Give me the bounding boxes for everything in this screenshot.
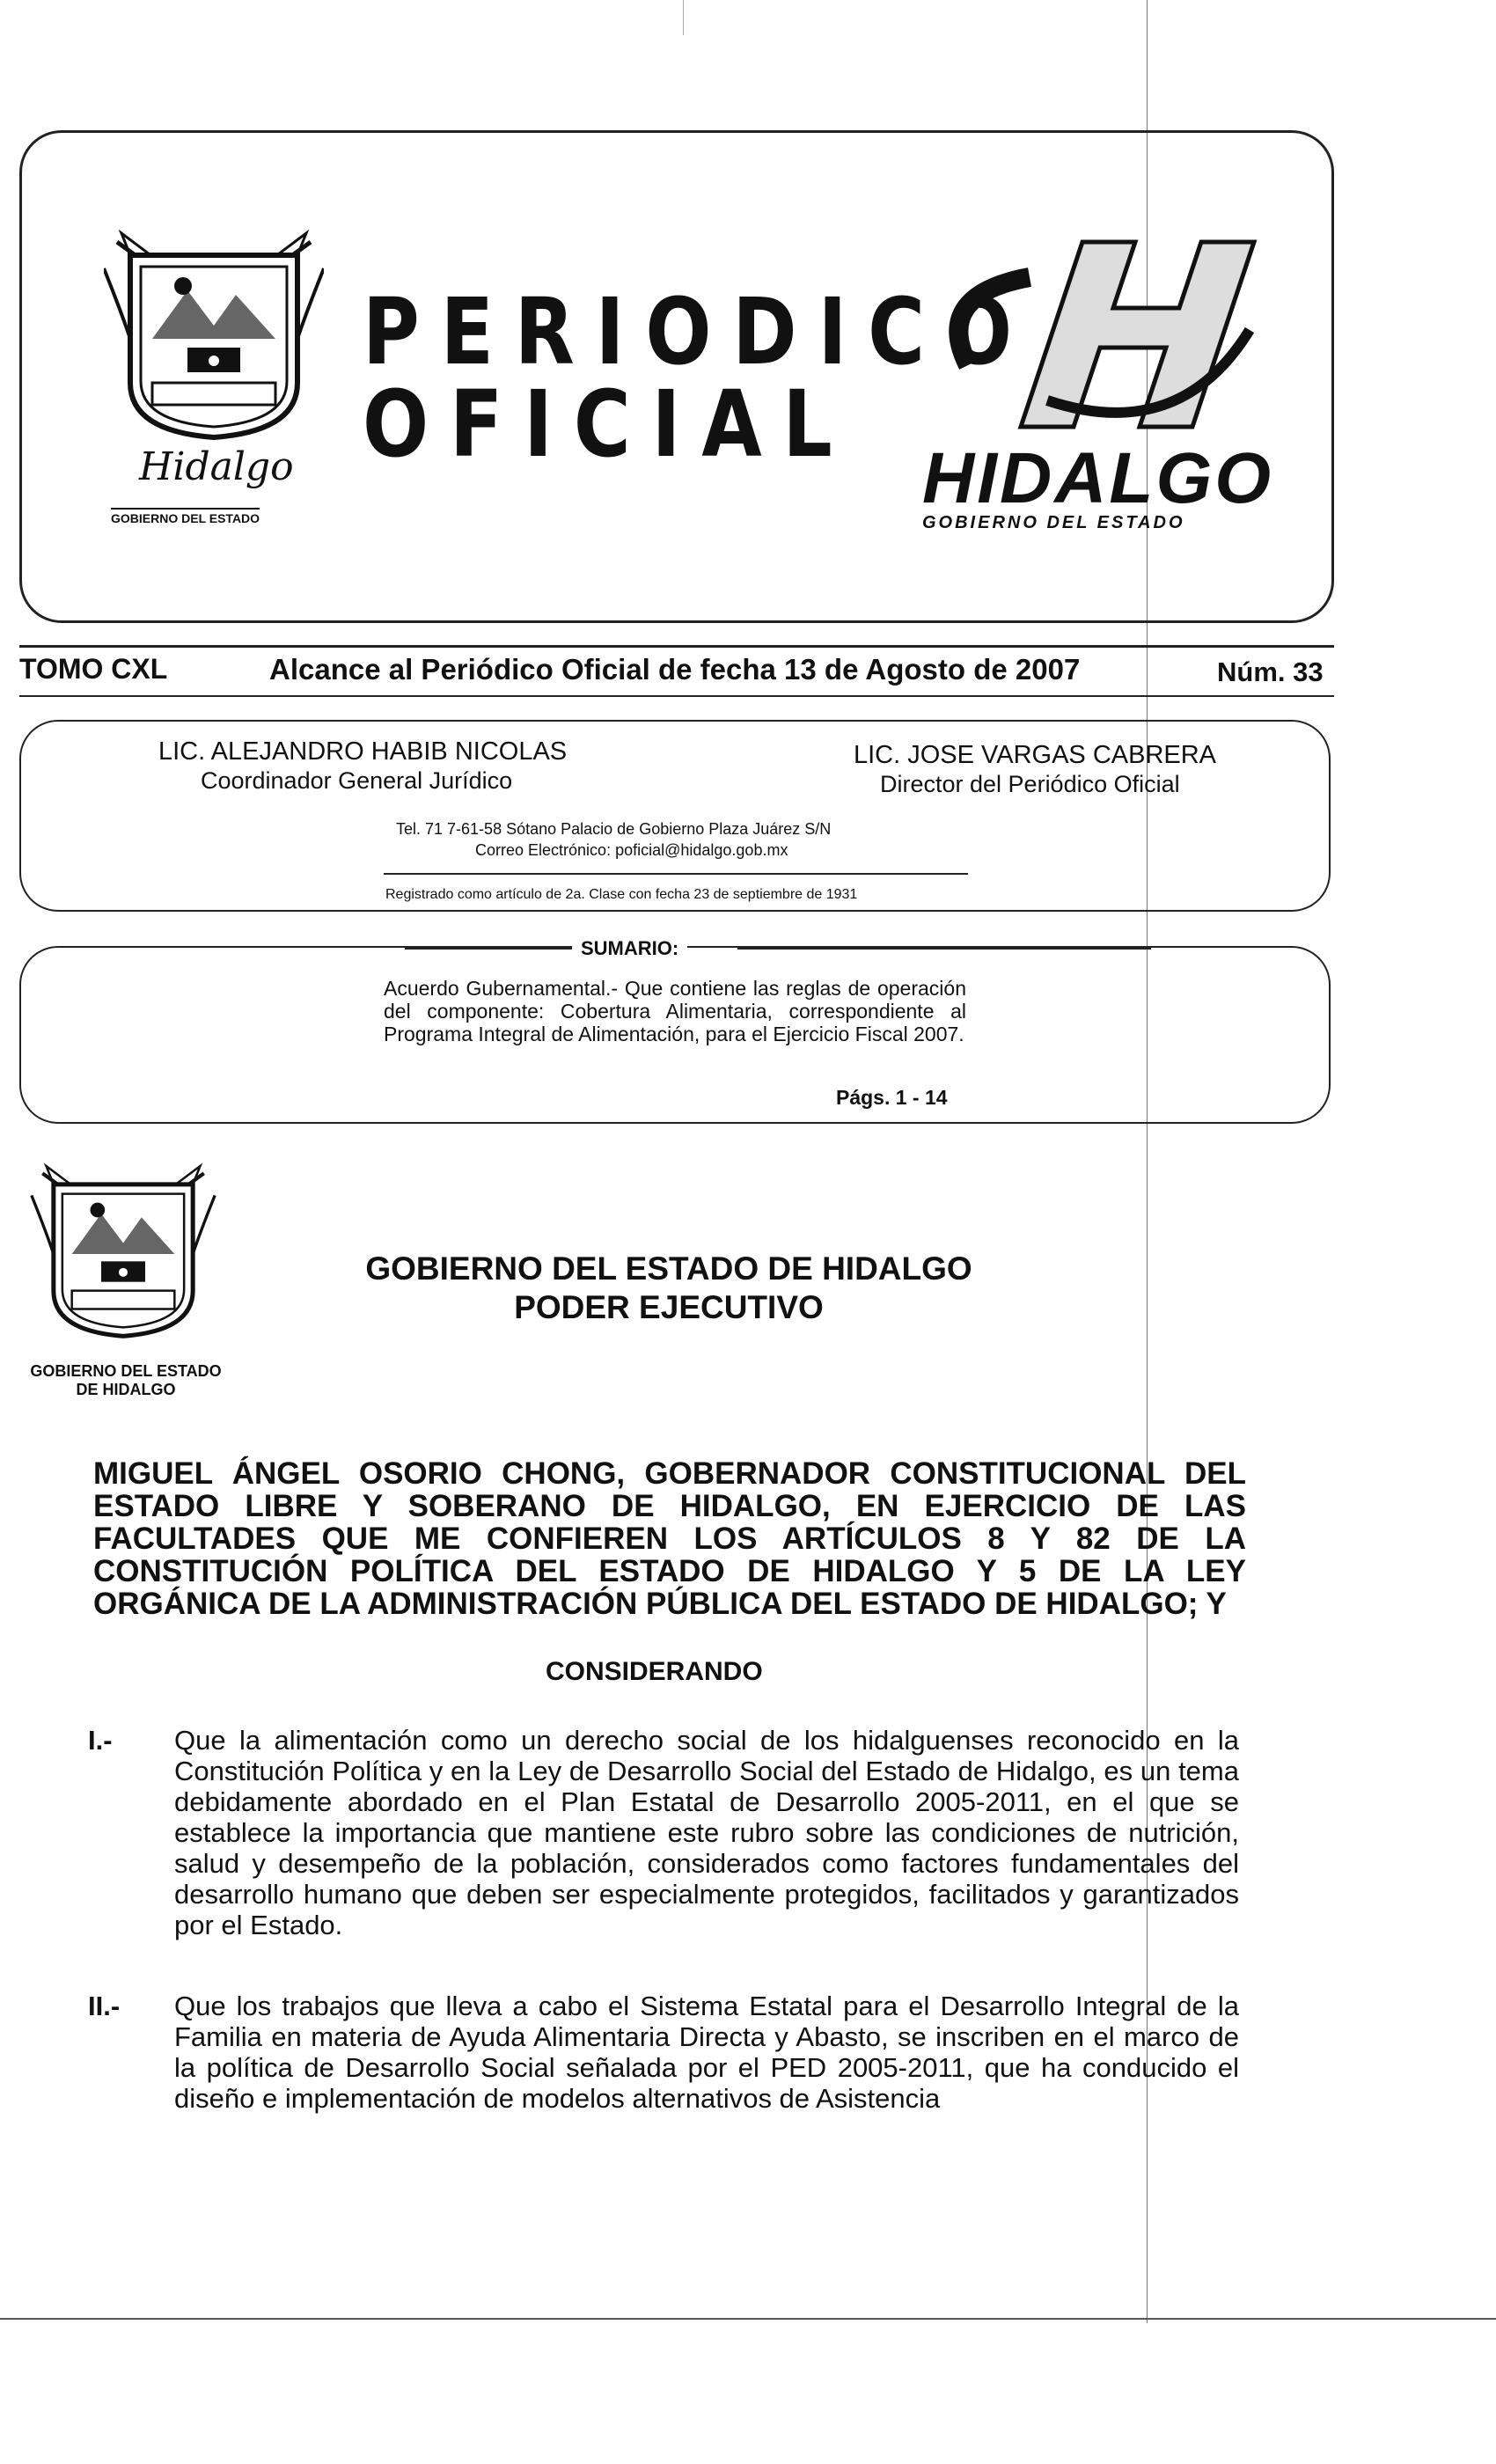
sumario-text: Acuerdo Gubernamental.- Que contiene las reglas de operación del componente: Cobertura Alimentaria, correspondiente al Programa Integral de Alimentación, para el Ejercicio Fiscal 2007. — [384, 977, 966, 1045]
item-number: I.- — [88, 1725, 113, 1756]
body-logo-caption-line1: GOBIERNO DEL ESTADO — [30, 1362, 222, 1380]
issue-bottom-rule — [19, 695, 1334, 697]
hidalgo-coat-of-arms-logo — [104, 207, 324, 524]
hidalgo-wordmark-caption: GOBIERNO DEL ESTADO — [922, 513, 1185, 532]
hidalgo-wordmark: HIDALGO — [922, 438, 1274, 518]
body-logo-caption — [7, 1362, 245, 1399]
logo-script-text: Hidalgo — [139, 444, 294, 489]
coat-of-arms-icon — [26, 1144, 220, 1364]
coat-of-arms-icon — [104, 207, 324, 471]
decree-preamble: MIGUEL ÁNGEL OSORIO CHONG, GOBERNADOR CONSTITUCIONAL DEL ESTADO LIBRE Y SOBERANO DE HIDALGO, EN EJERCICIO DE LAS FACULTADES QUE ME CONFIEREN LOS ARTÍCULOS 8 Y 82 DE LA CONSTITUCIÓN POLÍTICA DEL ESTADO DE HIDALGO Y 5 DE LA LEY ORGÁNICA DE LA ADMINISTRACIÓN PÚBLICA DEL ESTADO DE HIDALGO; Y — [93, 1456, 1246, 1621]
sumario-rule-left — [405, 948, 572, 950]
director-name: LIC. JOSE VARGAS CABRERA — [854, 741, 1217, 769]
registro-text: Registrado como artículo de 2a. Clase con fecha 23 de septiembre de 1931 — [385, 887, 858, 902]
considerando-heading: CONSIDERANDO — [546, 1657, 763, 1686]
government-heading — [343, 1250, 994, 1327]
heading-line1: GOBIERNO DEL ESTADO DE HIDALGO — [365, 1250, 972, 1287]
registro-top-rule — [384, 873, 968, 875]
periodico-title: PERIODICO — [363, 278, 1033, 385]
page-bottom-rule — [0, 2318, 1496, 2320]
sumario-rule-right — [737, 948, 1151, 950]
considerando-paragraph: Que la alimentación como un derecho social de los hidalguenses reconocido en la Constitución Política y en la Ley de Desarrollo Social del Estado de Hidalgo, es un tema debidamente abordado en el Plan Estatal de Desarrollo 2005-2011, en el que se establece la importancia que mantiene este rubro sobre las condiciones de nutrición, salud y desempeño de la población, considerados como factores fundamentales del desarrollo humano que deben ser especialmente protegidos, facilitados y garantizados por el Estado. — [174, 1725, 1239, 1940]
tomo-label: TOMO CXL — [19, 653, 168, 685]
alcance-date: Alcance al Periódico Oficial de fecha 13 de Agosto de 2007 — [269, 653, 1081, 686]
director-title: Director del Periódico Oficial — [880, 771, 1180, 797]
h-emblem-icon — [915, 224, 1285, 444]
heading-line2: PODER EJECUTIVO — [514, 1289, 824, 1325]
body-logo-caption-line2: DE HIDALGO — [76, 1381, 176, 1398]
oficial-title: OFICIAL — [363, 370, 854, 478]
coordinator-name: LIC. ALEJANDRO HABIB NICOLAS — [158, 737, 568, 766]
issue-number: Núm. 33 — [1217, 656, 1324, 687]
body-coat-of-arms-logo — [26, 1144, 220, 1364]
sumario-pages: Págs. 1 - 14 — [836, 1086, 948, 1109]
hidalgo-h-logo — [915, 224, 1285, 532]
coordinator-title: Coordinador General Jurídico — [201, 767, 513, 794]
scan-line-center — [683, 0, 684, 35]
issue-top-rule — [19, 645, 1334, 648]
sumario-label: SUMARIO: — [572, 937, 687, 960]
item-number: II.- — [88, 1991, 121, 2021]
contact-address: Tel. 71 7-61-58 Sótano Palacio de Gobierno Plaza Juárez S/N — [396, 820, 832, 838]
contact-email: Correo Electrónico: poficial@hidalgo.gob.mx — [475, 841, 788, 859]
considerando-paragraph: Que los trabajos que lleva a cabo el Sistema Estatal para el Desarrollo Integral de la Familia en materia de Ayuda Alimentaria Directa y Abasto, se inscriben en el marco de la política de Desarrollo Social señalada por el PED 2005-2011, que ha conducido el diseño e implementación de modelos alternativos de Asistencia — [174, 1991, 1239, 2114]
logo-caption: GOBIERNO DEL ESTADO — [111, 508, 260, 525]
